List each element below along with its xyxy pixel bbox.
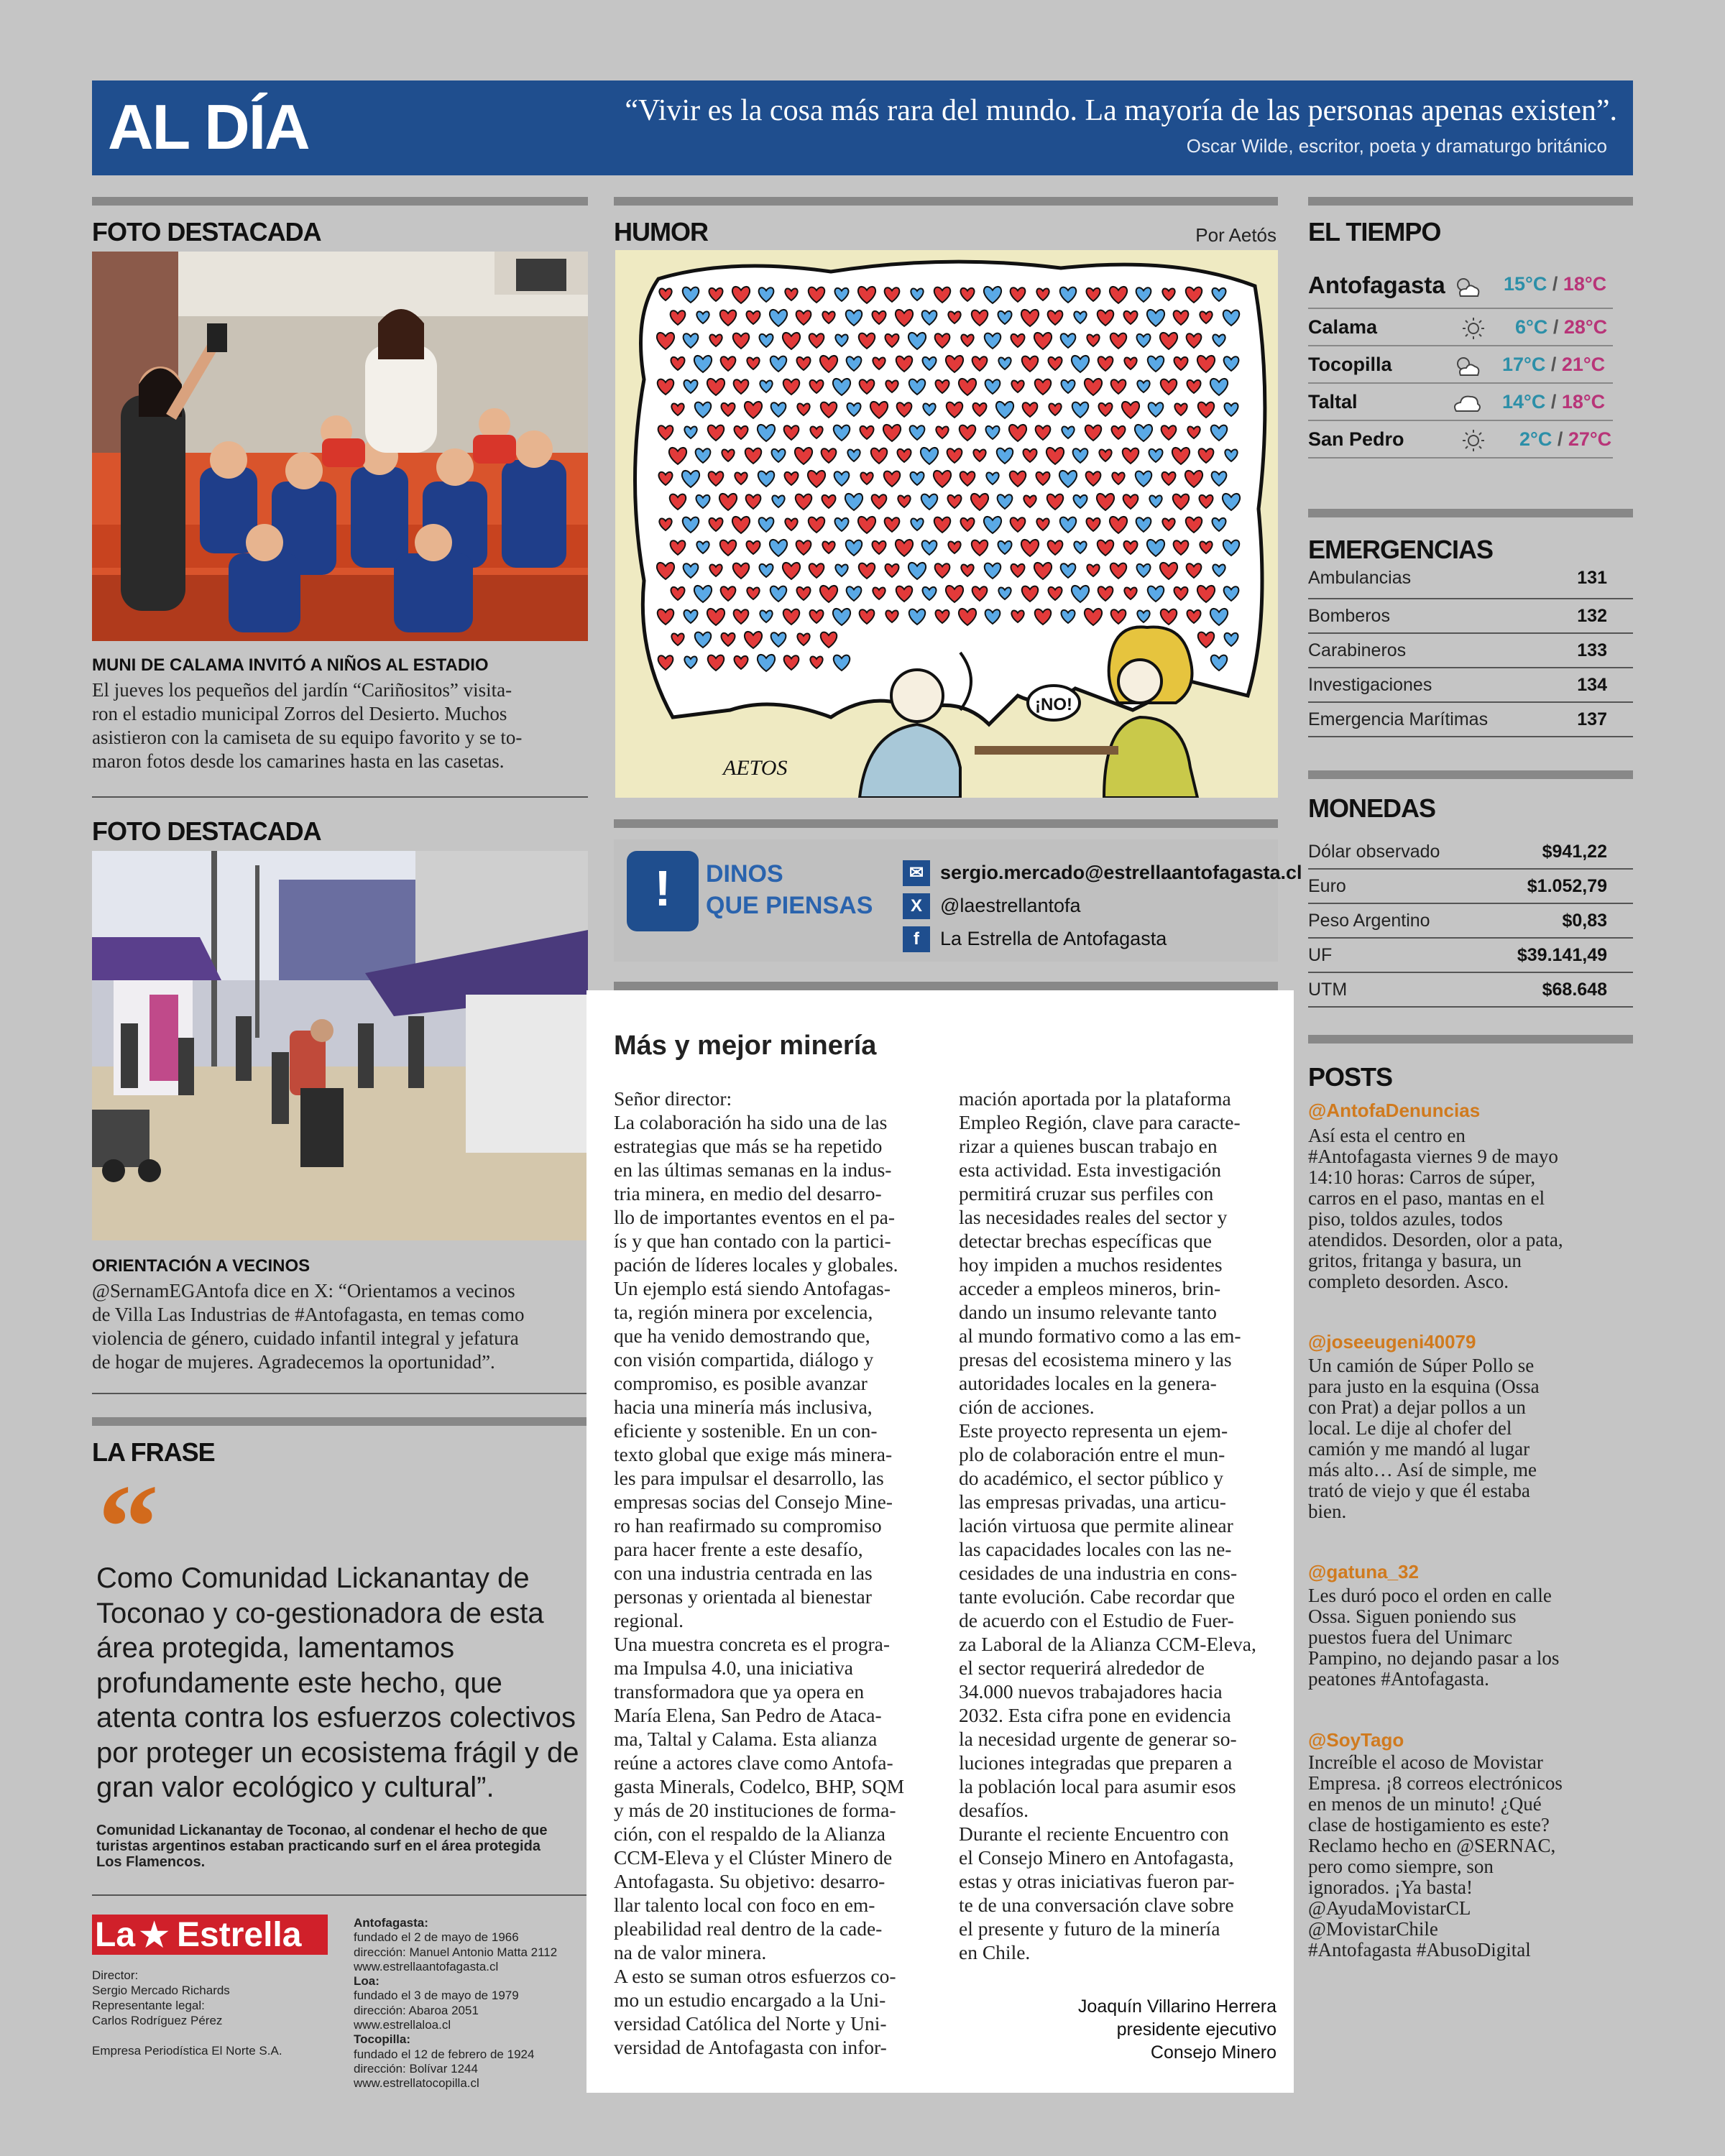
photo2-section-title: FOTO DESTACADA — [92, 816, 321, 846]
currency-row: Peso Argentino $0,83 — [1308, 904, 1633, 939]
emergency-row: Bomberos 132 — [1308, 599, 1633, 634]
weather-row: Tocopilla 17°C / 21°C — [1308, 348, 1613, 384]
letter-line: y más de 20 instituciones de forma- — [614, 1799, 896, 1821]
letter-line: les para impulsar el desarrollo, las — [614, 1467, 884, 1489]
weather-table — [1308, 269, 1613, 470]
emergency-row: Carabineros 133 — [1308, 634, 1633, 668]
post-body: Increíble el acoso de Movistar Empresa. ¡8 correos electrónicos en menos de un minuto! ¿Qué clase de hostigamiento es este? Reclamo hecho en @SERNAC, pero como siempre, son ignorados. ¡Ya basta! @AyudaMovistarCL @MovistarChile #Antofagasta #AbusoDigital — [1308, 1751, 1563, 1961]
photo1-section-title: FOTO DESTACADA — [92, 217, 321, 247]
post-body: Así esta el centro en #Antofagasta viernes 9 de mayo 14:10 horas: Carros de súper, carros en el paso, mantas en el piso, toldos azules, todos atendidos. Desorden, olor a pata, gritos, fritanga y basura, un completo desorden. Asco. — [1308, 1125, 1563, 1292]
letter-line: Empleo Región, clave para caracte- — [959, 1111, 1241, 1133]
letter-line: lación virtuosa que permite alinear — [959, 1514, 1233, 1537]
letter-line: las empresas privadas, una articu- — [959, 1491, 1226, 1513]
cartoon-speech: ¡NO! — [1035, 695, 1072, 714]
currency-row: UTM $68.648 — [1308, 973, 1633, 1008]
email-link[interactable]: sergio.mercado@estrellaantofagasta.cl — [940, 862, 1302, 883]
humor-byline: Por Aetós — [1195, 224, 1276, 246]
letter-line: Durante el reciente Encuentro con — [959, 1823, 1229, 1845]
letter-line: presas del ecosistema minero y las — [959, 1348, 1232, 1370]
letter-line: CCM-Eleva y el Clúster Minero de — [614, 1846, 893, 1869]
letter-line: za Laboral de la Alianza CCM-Eleva, — [959, 1633, 1256, 1655]
sun-icon — [1459, 428, 1488, 453]
quote-line: profundamente este hecho, que — [96, 1667, 502, 1699]
letter-line: pación de líderes locales y globales. — [614, 1253, 898, 1276]
letter-line: las capacidades locales con las ne- — [959, 1538, 1232, 1560]
letter-line: Señor director: — [614, 1087, 732, 1110]
photo-children-stadium — [92, 252, 588, 641]
star-icon: ★ — [139, 1916, 170, 1953]
divider — [1308, 770, 1633, 779]
divider — [92, 1417, 588, 1426]
quote-mark-icon: “ — [98, 1460, 159, 1595]
currency-row: Dólar observado $941,22 — [1308, 835, 1633, 870]
letter-line: en las últimas semanas en la indus- — [614, 1158, 892, 1181]
letter-line: te de una conversación clave sobre — [959, 1894, 1234, 1916]
caption-line: de hogar de mujeres. Agradecemos la oportunidad”. — [92, 1351, 495, 1373]
letter-line: las necesidades reales del sector y — [959, 1206, 1228, 1228]
post-body: Un camión de Súper Pollo se para justo en la esquina (Ossa con Prat) a dejar pollos a un local. Le dije al chofer del camión y me mandó al lugar más alto… Así de simple, me trató de viejo y que él estaba bien. — [1308, 1355, 1540, 1522]
letter-column-2 — [959, 1087, 1282, 1964]
dinos-title: DINOS QUE PIENSAS — [706, 860, 873, 919]
cartoon-hearts — [615, 250, 1278, 798]
posts-list — [1308, 1100, 1633, 1984]
weather-row: Antofagasta 15°C / 18°C — [1308, 269, 1613, 309]
photo1-headline: MUNI DE CALAMA INVITÓ A NIÑOS AL ESTADIO — [92, 655, 489, 675]
humor-section-title: HUMOR — [614, 217, 708, 247]
letter-line: reúne a actores clave como Antofa- — [614, 1751, 893, 1774]
letter-line: ma, Taltal y Calama. Esta alianza — [614, 1728, 878, 1750]
currency-row: UF $39.141,49 — [1308, 939, 1633, 973]
edition-name: Loa: — [354, 1974, 380, 1989]
letter-line: hacia una minería más inclusiva, — [614, 1396, 873, 1418]
letter-line: A esto se suman otros esfuerzos co- — [614, 1965, 896, 1987]
photo1-caption — [92, 678, 595, 773]
letter-line: ción, con el respaldo de la Alianza — [614, 1823, 886, 1845]
caption-line: maron fotos desde los camarines hasta en las casetas. — [92, 750, 505, 772]
emergency-row: Ambulancias 131 — [1308, 565, 1633, 599]
letter-line: na de valor minera. — [614, 1941, 767, 1963]
letter-line: ro han reafirmado su compromiso — [614, 1514, 882, 1537]
colophon-staff — [92, 1968, 230, 2028]
letter-line: pleabilidad real dentro de la cade- — [614, 1917, 883, 1940]
edition-name: Tocopilla: — [354, 2032, 411, 2047]
partly-cloudy-icon — [1452, 275, 1481, 299]
post-handle[interactable]: @joseeugeni40079 — [1308, 1331, 1476, 1353]
letter-line: ís y que han contado con la partici- — [614, 1230, 891, 1252]
letter-line: 2032. Esta cifra pone en evidencia — [959, 1704, 1231, 1726]
letter-line: versidad de Antofagasta con infor- — [614, 2036, 887, 2058]
letter-line: dando un insumo relevante tanto — [959, 1301, 1217, 1323]
letter-line: eficiente y sostenible. En un con- — [614, 1419, 878, 1442]
letter-line: transformadora que ya opera en — [614, 1680, 865, 1703]
letter-line: Este proyecto representa un ejem- — [959, 1419, 1228, 1442]
source-line: turistas argentinos estaban practicando surf en el área protegida — [96, 1838, 540, 1854]
weather-row: Taltal 14°C / 18°C — [1308, 385, 1613, 421]
photo2-caption — [92, 1279, 595, 1374]
post-handle[interactable]: @gatuna_32 — [1308, 1561, 1419, 1583]
letter-line: que ha venido demostrando que, — [614, 1325, 870, 1347]
header-quote: “Vivir es la cosa más rara del mundo. La mayoría de las personas apenas existen”. — [625, 94, 1617, 127]
post-handle[interactable]: @AntofaDenuncias — [1308, 1100, 1481, 1121]
divider — [614, 197, 1278, 206]
letter-line: el Consejo Minero en Antofagasta, — [959, 1846, 1234, 1869]
emergency-row: Investigaciones 134 — [1308, 668, 1633, 703]
posts-section-title: POSTS — [1308, 1062, 1393, 1092]
monedas-table — [1308, 835, 1633, 1015]
letter-line: Antofagasta. Su objetivo: desarro- — [614, 1870, 886, 1892]
divider — [92, 796, 588, 798]
mail-icon: ✉ — [903, 860, 930, 886]
letter-line: acceder a empleos mineros, brin- — [959, 1277, 1221, 1299]
letter-line: estrategias que más se ha repetido — [614, 1135, 883, 1157]
divider — [92, 197, 588, 206]
letter-signature — [1078, 1995, 1276, 2064]
post-handle[interactable]: @SoyTago — [1308, 1729, 1404, 1751]
letter-line: el presente y futuro de la minería — [959, 1917, 1220, 1940]
quote-author: Oscar Wilde, escritor, poeta y dramaturgo británico — [1186, 135, 1607, 157]
x-icon: X — [903, 893, 930, 919]
source-line: Comunidad Lickanantay de Toconao, al condenar el hecho de que — [96, 1823, 548, 1838]
letter-line: llo de importantes eventos en el pa- — [614, 1206, 895, 1228]
letter-line: compromiso, es posible avanzar — [614, 1372, 868, 1394]
letter-title: Más y mejor minería — [614, 1031, 877, 1061]
director-label: Director: — [92, 1968, 139, 1982]
signer-org: Consejo Minero — [1150, 2042, 1276, 2063]
partly-cloudy-icon — [1452, 354, 1481, 378]
facebook-link[interactable]: La Estrella de Antofagasta — [940, 928, 1167, 949]
source-line: Los Flamencos. — [96, 1854, 206, 1870]
caption-line: @SernamEGAntofa dice en X: “Orientamos a vecinos — [92, 1280, 515, 1302]
letter-line: personas y orientada al bienestar — [614, 1585, 872, 1608]
letter-line: al mundo formativo como a las em- — [959, 1325, 1241, 1347]
letter-line: la población local para asumir esos — [959, 1775, 1236, 1797]
letter-line: tante evolución. Cabe recordar que — [959, 1585, 1236, 1608]
divider — [1308, 1035, 1633, 1044]
letter-line: tria minera, en medio del desarro- — [614, 1182, 882, 1204]
letter-line: texto global que exige más minera- — [614, 1443, 893, 1465]
weather-row: San Pedro 2°C / 27°C — [1308, 423, 1613, 459]
letter-line: con una industria centrada en las — [614, 1562, 873, 1584]
letter-line: Una muestra concreta es el progra- — [614, 1633, 891, 1655]
monedas-section-title: MONEDAS — [1308, 793, 1436, 823]
caption-line: ron el estadio municipal Zorros del Desierto. Muchos — [92, 703, 507, 724]
letter-line: hoy impiden a muchos residentes — [959, 1253, 1223, 1276]
letter-line: el sector requerirá alrededor de — [959, 1657, 1205, 1679]
section-title: AL DÍA — [108, 91, 309, 162]
currency-row: Euro $1.052,79 — [1308, 870, 1633, 904]
letter-line: permitirá cruzar sus perfiles con — [959, 1182, 1214, 1204]
la-estrella-logo: La ★ Estrella — [92, 1915, 328, 1955]
emergency-row: Emergencia Marítimas 137 — [1308, 703, 1633, 737]
letter-line: mación aportada por la plataforma — [959, 1087, 1231, 1110]
letter-line: regional. — [614, 1609, 684, 1631]
letter-line: rizar a quienes buscan trabajo en — [959, 1135, 1218, 1157]
letter-line: estas y otras iniciativas fueron par- — [959, 1870, 1235, 1892]
letter-line: con visión compartida, diálogo y — [614, 1348, 874, 1370]
edition-name: Antofagasta: — [354, 1916, 428, 1930]
caption-line: El jueves los pequeños del jardín “Cariñositos” visita- — [92, 679, 512, 701]
x-link[interactable]: @laestrellantofa — [940, 895, 1081, 916]
letter-line: empresas socias del Consejo Mine- — [614, 1491, 893, 1513]
contact-list — [903, 839, 1302, 962]
letter-line: cesidades de una industria en cons- — [959, 1562, 1238, 1584]
signer-role: presidente ejecutivo — [1116, 2019, 1276, 2040]
facebook-icon: f — [903, 926, 930, 952]
letter-line: do académico, el sector público y — [959, 1467, 1224, 1489]
weather-row: Calama 6°C / 28°C — [1308, 310, 1613, 346]
letter-line: plo de colaboración entre el mun- — [959, 1443, 1225, 1465]
letter-line: 34.000 nuevos trabajadores hacia — [959, 1680, 1223, 1703]
letter-line: Un ejemplo está siendo Antofagas- — [614, 1277, 891, 1299]
rep-name: Carlos Rodríguez Pérez — [92, 2014, 223, 2027]
signer-name: Joaquín Villarino Herrera — [1077, 1996, 1276, 2017]
caption-line: asistieron con la camiseta de su equipo favorito y se to- — [92, 727, 523, 748]
letter-line: luciones integradas que preparen a — [959, 1751, 1233, 1774]
quote-line: gran valor ecológico y cultural”. — [96, 1772, 494, 1803]
emergencias-section-title: EMERGENCIAS — [1308, 535, 1494, 564]
divider — [92, 1393, 588, 1394]
quote-line: área protegida, lamentamos — [96, 1632, 455, 1664]
colophon-editions: Antofagasta: fundado el 2 de mayo de 1966 dirección: Manuel Antonio Matta 2112 www.estrellaantofagasta.cl Loa: fundado el 3 de mayo de 1979 dirección: Abaroa 2051 www.estrellaloa.cl Tocopilla: fundado el 12 de febrero de 1924 dirección: Bolívar 1244 www.estrellatocopilla.cl — [354, 1916, 558, 2091]
weather-section-title: EL TIEMPO — [1308, 217, 1441, 247]
letter-line: llar talento local con foco en em- — [614, 1894, 875, 1916]
letter-line: en Chile. — [959, 1941, 1031, 1963]
rep-label: Representante legal: — [92, 1999, 205, 2012]
letter-line: María Elena, San Pedro de Ataca- — [614, 1704, 882, 1726]
exclamation-icon: ! — [627, 851, 699, 931]
letter-line: esta actividad. Esta investigación — [959, 1158, 1222, 1181]
quote-line: Como Comunidad Lickanantay de — [96, 1562, 530, 1594]
post-body: Les duró poco el orden en calle Ossa. Siguen poniendo sus puestos fuera del Unimarc Pampino, no dejando pasar a los peatones #Antofagasta. — [1308, 1585, 1560, 1690]
dinos-box — [614, 839, 1302, 962]
sun-icon — [1459, 316, 1488, 341]
letter-line: de acuerdo con el Estudio de Fuer- — [959, 1609, 1234, 1631]
company-name: Empresa Periodística El Norte S.A. — [92, 2044, 282, 2058]
photo2-headline: ORIENTACIÓN A VECINOS — [92, 1256, 310, 1276]
letter-line: gasta Minerals, Codelco, BHP, SQM — [614, 1775, 905, 1797]
emergencias-table — [1308, 565, 1633, 745]
divider — [614, 819, 1278, 828]
cartoon-signature: AETOS — [723, 756, 788, 780]
letter-line: ción de acciones. — [959, 1396, 1095, 1418]
photo-street-tents — [92, 851, 588, 1240]
quote-line: atenta contra los esfuerzos colectivos — [96, 1702, 576, 1733]
frase-quote — [96, 1561, 599, 1805]
letter-line: desafíos. — [959, 1799, 1029, 1821]
letter-line: para hacer frente a este desafío, — [614, 1538, 863, 1560]
letter-line: ma Impulsa 4.0, una iniciativa — [614, 1657, 853, 1679]
director-name: Sergio Mercado Richards — [92, 1984, 230, 1997]
divider — [614, 982, 1278, 990]
caption-line: de Villa Las Industrias de #Antofagasta, en temas como — [92, 1304, 525, 1325]
letter-line: la necesidad urgente de generar so- — [959, 1728, 1237, 1750]
masthead — [92, 80, 1633, 175]
letter-line: detectar brechas específicas que — [959, 1230, 1212, 1252]
letter-column-1 — [614, 1087, 937, 2059]
letter-line: La colaboración ha sido una de las — [614, 1111, 888, 1133]
frase-source — [96, 1823, 599, 1870]
letter-line: mo un estudio encargado a la Uni- — [614, 1989, 886, 2011]
quote-line: por proteger un ecosistema frágil y de — [96, 1736, 579, 1769]
letter-line: ta, región minera por excelencia, — [614, 1301, 873, 1323]
frase-section-title: LA FRASE — [92, 1437, 215, 1467]
caption-line: violencia de género, cuidado infantil integral y jefatura — [92, 1327, 519, 1349]
divider — [1308, 509, 1633, 517]
divider — [92, 1894, 588, 1896]
divider — [1308, 197, 1633, 206]
letter-line: versidad Católica del Norte y Uni- — [614, 2012, 887, 2035]
letter-line: autoridades locales en la genera- — [959, 1372, 1217, 1394]
cloud-icon — [1452, 391, 1481, 415]
quote-line: Toconao y co-gestionadora de esta — [96, 1597, 544, 1629]
